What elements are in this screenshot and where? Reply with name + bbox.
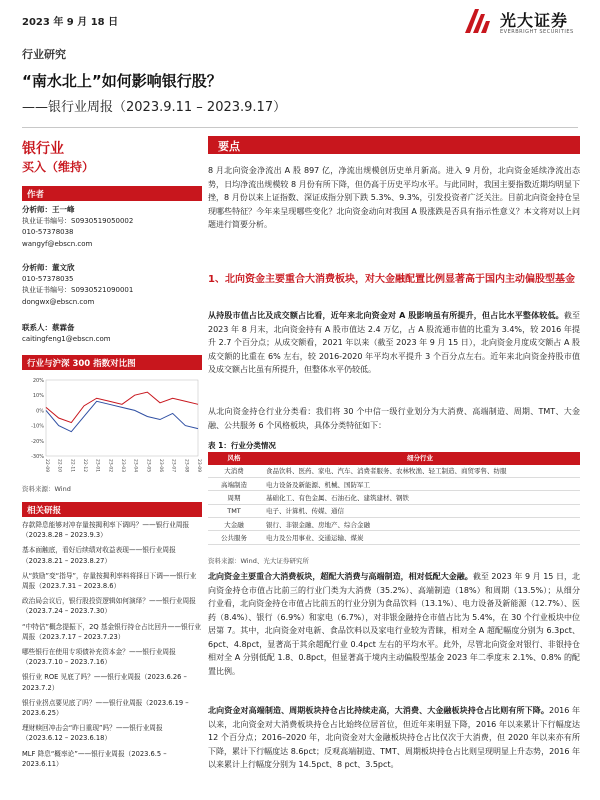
paragraph-3 <box>208 570 580 678</box>
industries-cell: 电力设备及新能源、机械、国防军工 <box>260 477 580 490</box>
sector-name: 银行业 <box>22 141 64 157</box>
x-tick-label: 23-04 <box>132 459 138 473</box>
everbright-logo-icon <box>462 6 492 36</box>
industry-vs-index-chart <box>22 374 202 476</box>
paragraph-4-body: 2016 年以来，北向资金对大消费板块持仓占比始终位居首位，但近年来明显下降，2016 年以来累计下行幅度达 12 个百分点；2016–2020 年，北向资金对大金融板块持仓占比仅次于大消费，但 2020 年以来亦有所下降，累计下行幅度达 8.6pct；反观高端制造、TMT、周期板块持仓占比则呈现明显上升态势，2016 年以来累计上行幅度分别为 14.5pct、8 pct、3.5pct。 <box>208 706 581 769</box>
paragraph-1-lead: 从持股市值占比及成交额占比看，近年来北向资金对 A 股影响虽有所提升，但占比水平整体较低。 <box>208 311 564 320</box>
industries-cell: 银行、非银金融、房地产、综合金融 <box>260 518 580 531</box>
paragraph-3-lead: 北向资金主要重合大消费板块，超配大消费与高端制造，相对低配大金融。 <box>208 572 473 581</box>
author-1-name: 分析师：王一峰 <box>22 205 75 214</box>
x-tick-label: 23-01 <box>94 459 100 473</box>
style-cell: 周期 <box>208 491 260 504</box>
paragraph-3-body: 截至 2023 年 9 月 15 日，北向资金持仓市值占比前三的行业门类为大消费（35.2%）、高端制造（18%）和周期（13.5%）；从细分行业看，北向资金持仓市值占比前五的行业分别为食品饮料（13.1%）、电力设备及新能源（12.7%）、医药（8.4%）、银行（6.9%）和家电（6.7%），对非银金融持仓市值占比为 5.4%，在 30 个行业板块中位居第 7。其中，北向资金对电新、食品饮料以及家电行业较为青睐，相对全 A 超配幅度分别为 6.3pct、6pct、4.8pct，显著高于其余超配行业 0.4pct 左右的平均水平。此外，尽管北向资金对银行、非银持仓相对全 A 分别低配 1.8、0.8pct，但显著高于境内主动偏股型基金 2023 年二季度末 2.1%、0.8% 的配置比例。 <box>208 572 580 676</box>
related-report-link[interactable]: 哪些银行在使用专项债补充资本金？——银行业周报（2023.7.10 – 2023.7.16） <box>22 648 176 667</box>
industry-classification-table <box>208 452 580 545</box>
contact-email: caitingfeng1@ebscn.com <box>22 334 111 343</box>
industries-cell: 基础化工、有色金属、石油石化、建筑建材、钢铁 <box>260 491 580 504</box>
related-report-link[interactable]: 银行业拐点要见底了吗？——银行业周报（2023.6.19 – 2023.6.25） <box>22 698 189 718</box>
style-cell: 公共服务 <box>208 531 260 544</box>
contact-block <box>22 322 111 345</box>
y-tick-label: -30% <box>31 454 44 460</box>
related-report-link[interactable]: MLF 降息“概率论”——银行业周报（2023.6.5 – 2023.6.11） <box>22 749 167 768</box>
y-tick-label: -20% <box>31 438 44 445</box>
paragraph-4-lead: 北向资金对高端制造、周期板块持仓占比持续走高，大消费、大金融板块持仓占比则有所下降。 <box>208 706 549 715</box>
related-report-link[interactable]: 基本面触底，看好后续绩对收益表现——银行业周报（2023.8.21 – 2023.8.27） <box>22 546 176 565</box>
paragraph-2: 从北向资金持仓行业分类看：我们将 30 个中信一级行业划分为大消费、高端制造、周期、TMT、大金融、公共服务 6 个风格板块，具体分类特征如下： <box>208 407 580 430</box>
table-row <box>208 491 580 504</box>
contact-name: 联系人：蔡霖备 <box>22 323 75 332</box>
section-1-title: 1、北向资金主要重合大消费板块，对大金融配置比例显著高于国内主动偏股型基金 <box>208 274 575 285</box>
report-date: 2023 年 9 月 18 日 <box>22 17 119 28</box>
x-tick-label: 23-03 <box>120 459 125 473</box>
x-tick-label: 23-06 <box>158 459 163 473</box>
chart-source: 资料来源：Wind <box>22 485 71 493</box>
paragraph-1-body: 截至 2023 年 8 月末，北向资金持有 A 股市值达 2.4 万亿，占 A 股流通市值的比重为 3.4%，较 2016 年提升 2.7 个百分点；从成交额看，2021 年以来（截至 2023 年 9 月 15 日），北向资金月度成交额占 A 股成交额的比重在 6% 左右，较 2016-2020 年平均水平提升 3 个百分点左右。近年来北向资金持股市值及成交额占比虽有所提升，但整体水平仍较低。 <box>208 311 580 374</box>
report-title: “南水北上”如何影响银行股？ <box>22 72 222 90</box>
industries-cell: 食品饮料、医药、家电、汽车、消费者服务、农林牧渔、轻工制造、商贸零售、纺服 <box>260 464 580 477</box>
x-tick-label: 23-08 <box>183 459 189 473</box>
investment-rating: 买入（维持） <box>22 160 95 174</box>
chart-plot-frame <box>46 380 198 456</box>
company-logo <box>462 6 582 42</box>
table-row <box>208 504 580 517</box>
x-tick-label: 23-02 <box>107 459 113 473</box>
related-report-link[interactable]: 政治局会议后，银行股投资逻辑如何演绎？——银行业周报（2023.7.24 – 2023.7.30） <box>22 597 196 616</box>
authors-heading: 作者 <box>22 186 202 201</box>
x-tick-label: 22-10 <box>56 459 62 473</box>
related-report-link[interactable]: 存款降息能够对冲存量按揭利率下调吗？——银行业周报（2023.8.28 – 2023.9.3） <box>22 521 190 540</box>
y-tick-label: 10% <box>32 393 44 400</box>
author-1-email: wangyf@ebscn.com <box>22 239 93 248</box>
report-subtitle: ——银行业周报（2023.9.11 – 2023.9.17） <box>22 100 287 115</box>
y-tick-label: 20% <box>32 378 44 384</box>
table-title: 表 1：行业分类情况 <box>208 441 276 450</box>
style-cell: 大消费 <box>208 464 260 477</box>
related-report-link[interactable]: 理财赎回冲击会“昨日重现”吗？——银行业周报（2023.6.12 – 2023.6.18） <box>22 724 163 743</box>
table-header-style: 风格 <box>208 452 260 464</box>
document-type: 行业研究 <box>22 48 66 61</box>
style-cell: 高端制造 <box>208 477 260 490</box>
table-header-industries: 细分行业 <box>260 452 580 464</box>
header-divider <box>22 127 578 128</box>
x-tick-label: 22-12 <box>82 459 87 473</box>
table-source: 资料来源：Wind、光大证券研究所 <box>208 557 309 565</box>
related-report-link[interactable]: 银行业 ROE 见底了吗？——银行业周报（2023.6.26 – 2023.7.2） <box>22 673 187 692</box>
y-tick-label: 0% <box>36 408 44 415</box>
x-tick-label: 23-07 <box>170 459 176 473</box>
related-reports-heading: 相关研报 <box>22 502 202 517</box>
intro-paragraph: 8 月北向资金净流出 A 股 897 亿，净流出规模创历史单月新高。进入 9 月份，北向资金延续净流出态势，日均净流出规模较 8 月份有所下降，但仍高于历史平均水平。与此同时，我国主要指数近期均明显下挫，8 月份以来上证指数、深证成指分别下跌 5.3%、9.3%，引发投资者广泛关注。目前北向资金持仓呈现哪些特征？今年来呈现哪些变化？北向资金动向对我国 A 股涨跌是否具有指示性意义？本文将对以上问题进行简要分析。 <box>208 166 580 229</box>
industries-cell: 电子、计算机、传媒、通信 <box>260 504 580 517</box>
author-2-line: 010-57378035 <box>22 274 74 283</box>
industries-cell: 电力及公用事业、交通运输、煤炭 <box>260 531 580 544</box>
key-points-heading: 要点 <box>208 136 580 154</box>
style-cell: 大金融 <box>208 518 260 531</box>
paragraph-4 <box>208 704 580 772</box>
x-tick-label: 22-11 <box>69 459 75 473</box>
author-2-line: 执业证书编号：S0930521090001 <box>22 286 134 294</box>
table-row <box>208 518 580 531</box>
y-tick-label: -10% <box>31 423 44 430</box>
x-tick-label: 22-09 <box>44 459 49 473</box>
x-tick-label: 23-09 <box>196 459 201 473</box>
table-row <box>208 477 580 490</box>
paragraph-1 <box>208 309 580 377</box>
related-reports-list <box>22 520 202 774</box>
author-1-line: 010-57378038 <box>22 228 74 236</box>
related-report-link[interactable]: 从“鼓励”变“指导”，存量按揭利率料将择日下调——银行业周报（2023.7.31 – 2023.8.6） <box>22 571 197 591</box>
logo-english-name: EVERBRIGHT SECURITIES <box>500 29 574 35</box>
related-report-link[interactable]: “中特估”概念提振下，2Q 基金银行持仓占比回升——银行业周报（2023.7.17 – 2023.7.23） <box>22 622 202 641</box>
author-1-line: 执业证书编号：S0930519050002 <box>22 216 134 225</box>
series-line-1 <box>46 401 198 431</box>
table-header-row <box>208 452 580 464</box>
author-2-email: dongwx@ebscn.com <box>22 297 95 306</box>
author-1 <box>22 204 133 250</box>
table-row <box>208 531 580 544</box>
author-2 <box>22 262 133 308</box>
table-row <box>208 464 580 477</box>
style-cell: TMT <box>208 504 260 517</box>
author-2-name: 分析师：董文欣 <box>22 263 75 272</box>
chart-heading: 行业与沪深 300 指数对比图 <box>22 355 202 370</box>
x-tick-label: 23-05 <box>145 459 151 473</box>
logo-name: 光大证券 <box>500 11 569 30</box>
